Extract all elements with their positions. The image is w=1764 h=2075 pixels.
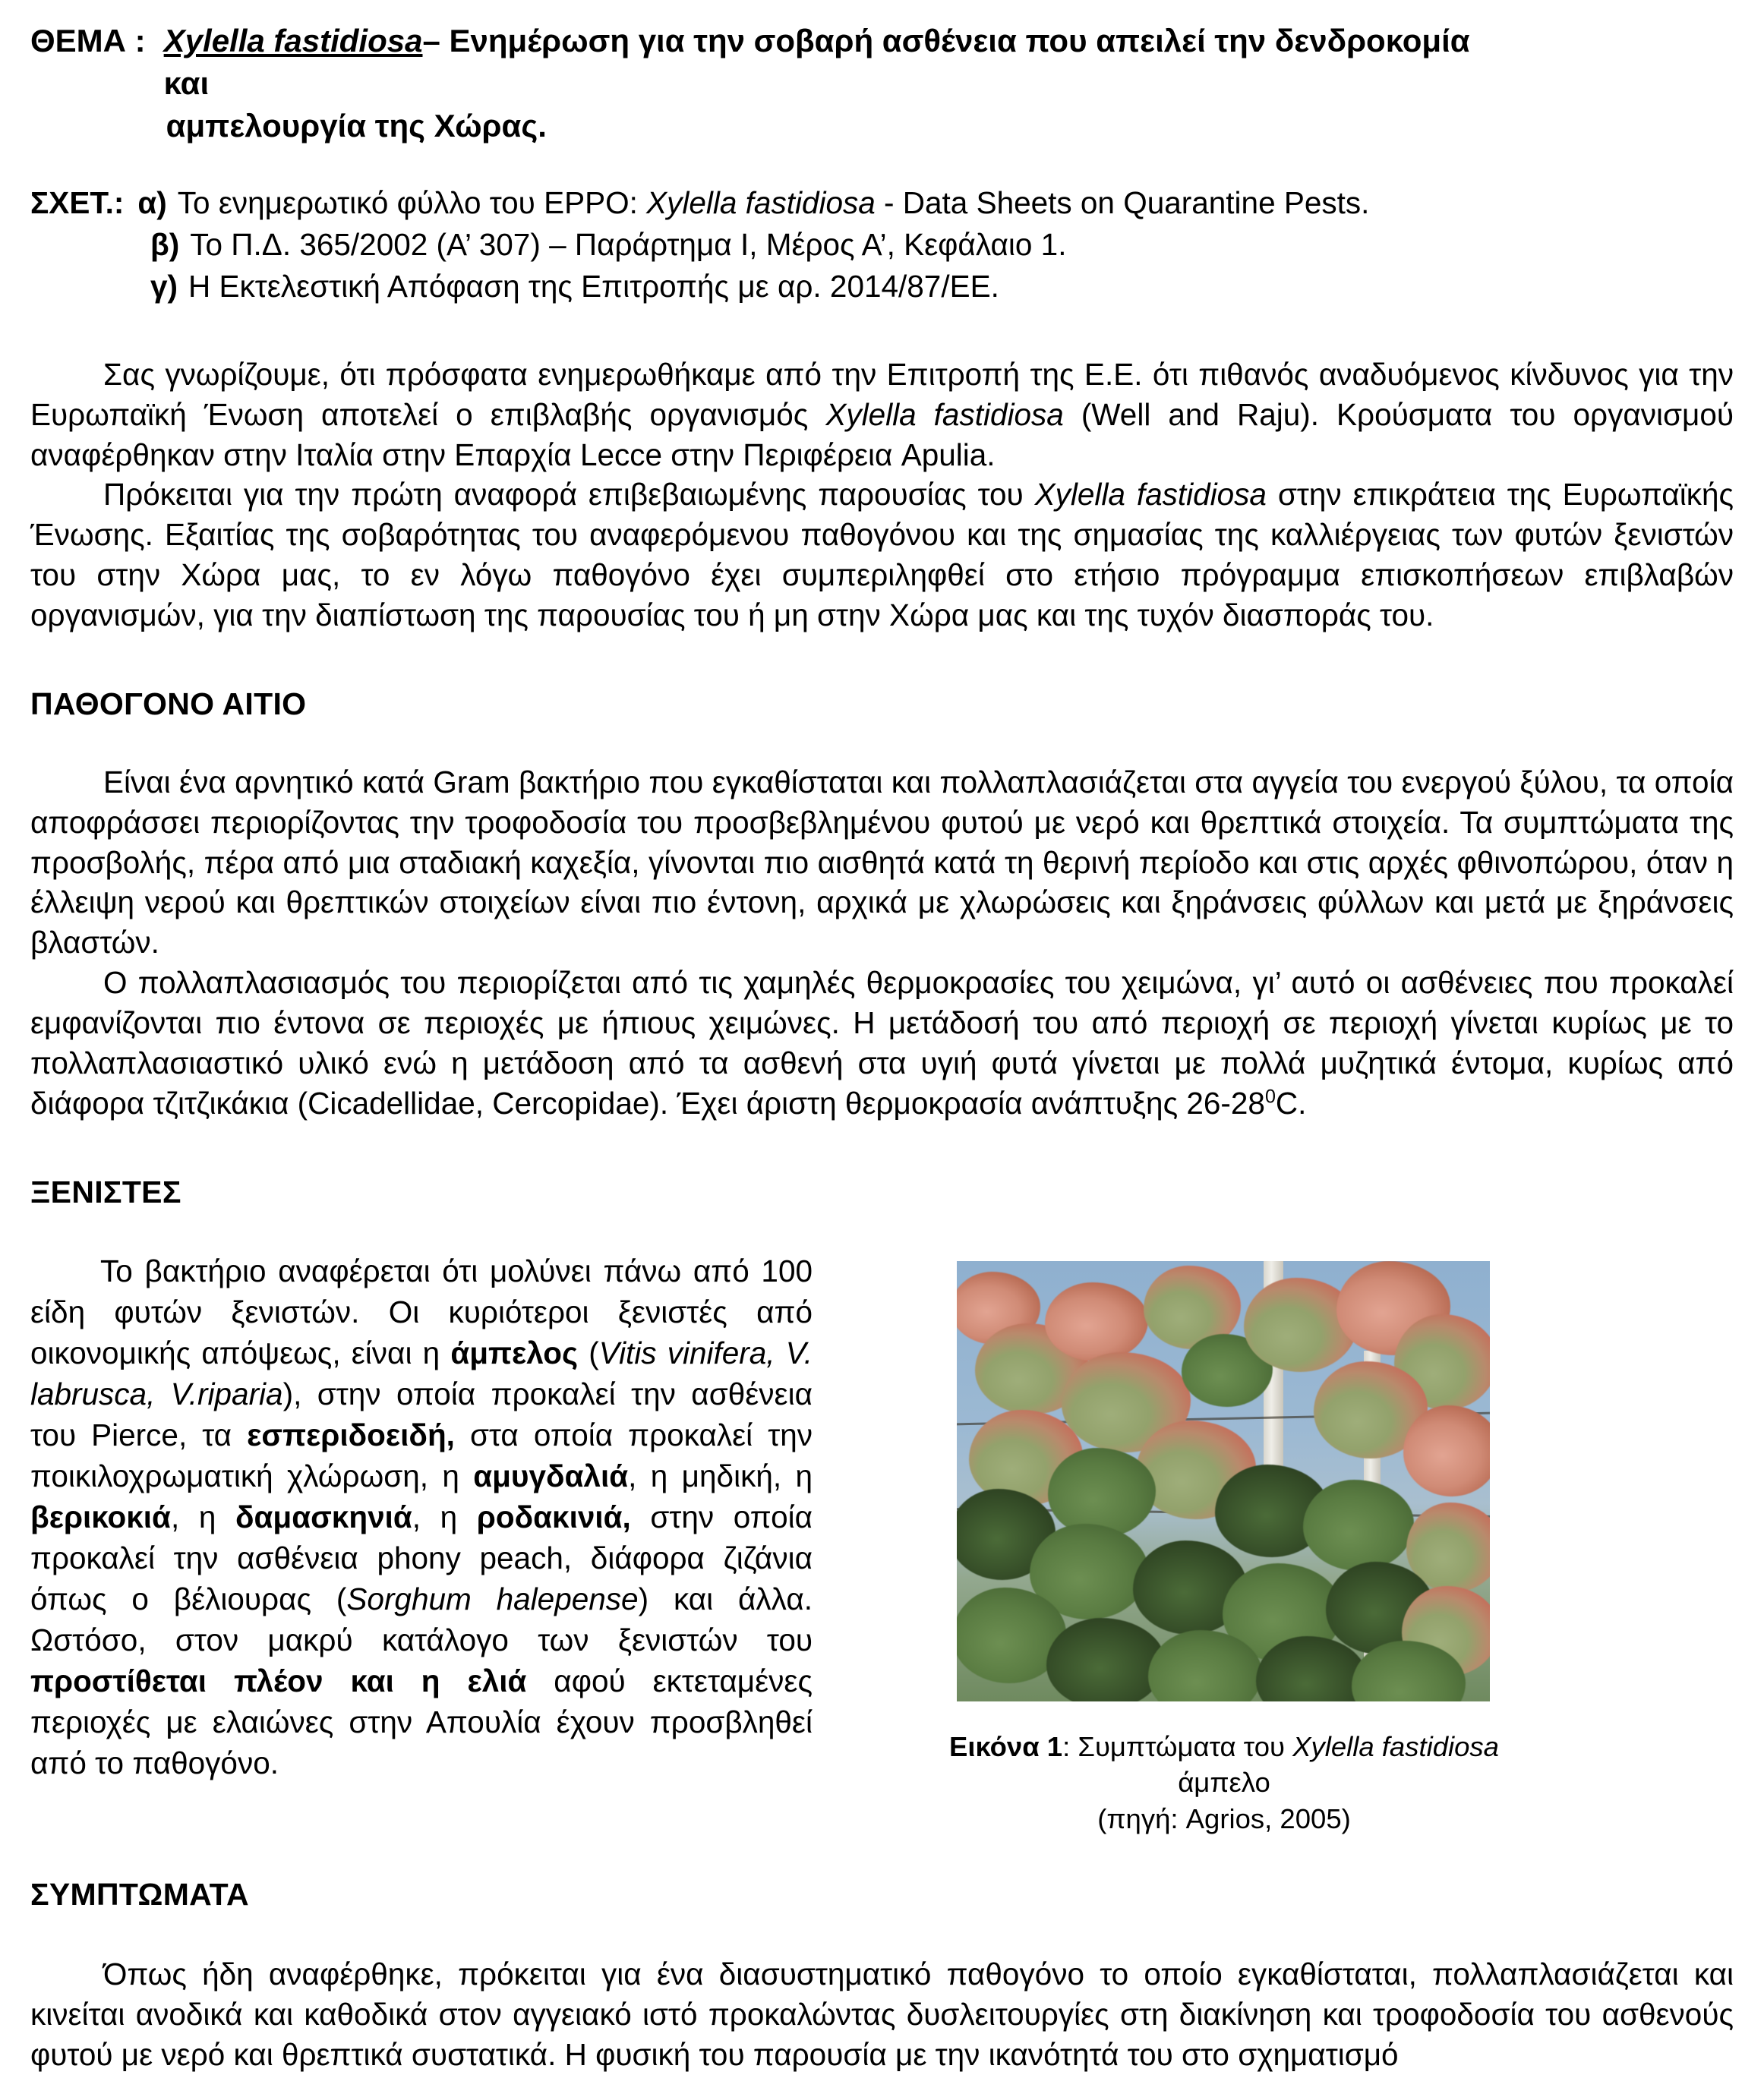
hosts-s8: στην οποία προκαλεί την ασθένεια phony peach, διάφορα ζιζάνια όπως ο βέλιουρας ( — [30, 1499, 813, 1617]
subject-label: ΘΕΜΑ : — [30, 23, 146, 58]
reference-marker-a: α) — [137, 184, 167, 220]
hosts-s9: ) και άλλα. Ωστόσο, στον μακρύ κατάλογο των ξενιστών του — [30, 1581, 813, 1658]
reference-a-species: Xylella fastidiosa — [646, 184, 876, 220]
reference-row — [30, 182, 1734, 224]
heading-pathogen-cause: ΠΑΘΟΓΟΝΟ ΑΙΤΙΟ — [30, 686, 307, 721]
spacer — [30, 1211, 813, 1250]
hosts-s10: αφού εκτεταμένες περιοχές με ελαιώνες στην Απουλία έχουν προσβληθεί από το παθογόνο. — [30, 1663, 813, 1781]
hosts-s6: , η — [170, 1499, 235, 1535]
figure-caption-label: Εικόνα 1 — [949, 1730, 1063, 1762]
spacer — [30, 1837, 1734, 1876]
intro-paragraph-2 — [30, 475, 1734, 635]
references-block — [30, 182, 1734, 307]
reference-marker-b: β) — [150, 226, 180, 262]
host-plum: δαμασκηνιά — [235, 1499, 412, 1535]
host-grapevine: άμπελος — [450, 1335, 579, 1370]
figure-caption-source: (πηγή: Agrios, 2005) — [1097, 1802, 1351, 1834]
figure-photo-grapevine — [957, 1261, 1490, 1701]
subject-species: Xylella fastidiosa — [163, 23, 423, 58]
pathogen-p2-part-a: Ο πολλαπλασιασμός του περιορίζεται από τις χαμηλές θερμοκρασίες του χειμώνα, γι’ αυτό οι ασθένειες που προκαλεί εμφανίζονται πιο έντονα σε περιοχές με ήπιους χειμώνες. Η μετάδοσή του από περιοχή σε περιοχή γίνεται κυρίως με το πολλαπλασιαστικό υλικό ενώ η μετάδοση από τα ασθενή στα υγιή φυτά γίνεται με πολλά μυζητικά έντομα, κυρίως από διάφορα τζιτζικάκια (Cicadellidae, Cercopidae). Έχει άριστη θερμοκρασία ανάπτυξης 26-28 — [30, 965, 1734, 1121]
hosts-s3: ), στην οποία προκαλεί την ασθένεια του Pierce, τα — [30, 1376, 813, 1452]
symptoms-paragraph-1: Όπως ήδη αναφέρθηκε, πρόκειται για ένα διασυστηματικό παθογόνο το οποίο εγκαθίσταται, πολλαπλασιάζεται και κινείται ανοδικά και καθοδικά στον αγγειακό ιστό προκαλώντας δυσλειτουργίες στη διακίνηση και τροφοδοσία του ασθενούς φυτού με νερό και θρεπτικά συστατικά. Η φυσική του παρουσία με την ικανότητά του στο σχηματισμό — [30, 1957, 1734, 2072]
pathogen-paragraph-2 — [30, 963, 1734, 1123]
host-apricot: βερικοκιά — [30, 1499, 171, 1535]
intro-p2-part-a: Πρόκειται για την πρώτη αναφορά επιβεβαιωμένης παρουσίας του — [103, 477, 1035, 512]
hosts-s2: ( — [578, 1335, 599, 1370]
sorghum-species: Sorghum halepense — [346, 1581, 639, 1617]
host-citrus: εσπεριδοειδή, — [247, 1417, 455, 1452]
subject-block — [30, 20, 1734, 147]
host-peach: ροδακινιά, — [476, 1499, 631, 1535]
intro-p1-species: Xylella fastidiosa — [825, 396, 1064, 432]
host-almond: αμυγδαλιά — [473, 1458, 629, 1493]
scorched-leaf — [1403, 1405, 1490, 1496]
heading-symptoms: ΣΥΜΠΤΩΜΑΤΑ — [30, 1877, 249, 1912]
hosts-s7: , η — [412, 1499, 477, 1535]
subject-line-2: αμπελουργία της Χώρας. — [166, 107, 547, 143]
reference-row — [30, 224, 1734, 266]
references-label: ΣΧΕΤ.: — [30, 184, 125, 220]
subject-rest: – Ενημέρωση για την σοβαρή ασθένεια που απειλεί την δενδροκομία και — [163, 23, 1470, 101]
reference-row — [30, 266, 1734, 307]
intro-p2-species: Xylella fastidiosa — [1034, 477, 1267, 512]
figure-column — [813, 1211, 1734, 1837]
figure-caption — [936, 1729, 1513, 1837]
reference-text-c: Η Εκτελεστική Απόφαση της Επιτροπής με αρ. 2014/87/ΕΕ. — [188, 268, 999, 304]
figure-caption-part-b: άμπελο — [1178, 1767, 1270, 1799]
pathogen-p2-part-b: C. — [1275, 1085, 1307, 1121]
green-leaf — [1303, 1480, 1414, 1571]
spacer — [30, 723, 1734, 762]
intro-p1-part-b: (Well and Raju). Κρούσματα του οργανισμού αναφέρθηκαν στην Ιταλία στην Επαρχία Lecce στην Περιφέρεια Apulia. — [30, 396, 1734, 472]
reference-a-after: - Data Sheets on Quarantine Pests. — [875, 184, 1370, 220]
hosts-text-column — [30, 1211, 813, 1784]
symptoms-block — [30, 1954, 1734, 2075]
reference-marker-c: γ) — [150, 268, 178, 304]
hosts-s4: στα οποία προκαλεί την ποικιλοχρωματική χλώρωση, η — [30, 1417, 813, 1493]
hosts-and-figure-row — [30, 1211, 1734, 1837]
intro-paragraph-1 — [30, 355, 1734, 475]
figure-caption-species: Xylella fastidiosa — [1292, 1730, 1499, 1762]
introduction-block — [30, 355, 1734, 635]
degree-superscript: 0 — [1264, 1086, 1276, 1108]
heading-hosts: ΞΕΝΙΣΤΕΣ — [30, 1174, 181, 1209]
figure-caption-part-a: : Συμπτώματα του — [1062, 1730, 1293, 1762]
vitis-species-list: Vitis vinifera, V. labrusca, V.riparia — [30, 1335, 813, 1411]
hosts-s5: , η μηδική, η — [628, 1458, 813, 1493]
pathogen-paragraph-1: Είναι ένα αρνητικό κατά Gram βακτήριο που εγκαθίσταται και πολλαπλασιάζεται στα αγγεία του ενεργού ξύλου, τα οποία αποφράσσει περιορίζοντας την τροφοδοσία του προσβεβλημένου φυτού με νερό και θρεπτικά στοιχεία. Τα συμπτώματα της προσβολής, πέρα από μια σταδιακή καχεξία, γίνονται πιο αισθητά κατά τη θερινή περίοδο και στις αρχές φθινοπώρου, όταν η έλλειψη νερού και θρεπτικών στοιχείων είναι πιο έντονη, αρχικά με χλωρώσεις και ξηράνσεις φύλλων και μετά με ξηράνσεις βλαστών. — [30, 764, 1734, 960]
hosts-s1: Το βακτήριο αναφέρεται ότι μολύνει πάνω από 100 είδη φυτών ξενιστών. Οι κυριότεροι ξενιστές από οικονομικής απόψεως, είναι η — [30, 1253, 813, 1370]
reference-text-b: Το Π.Δ. 365/2002 (Α’ 307) – Παράρτημα Ι, Μέρος Α’, Κεφάλαιο 1. — [190, 226, 1067, 262]
host-olive-highlight: προστίθεται πλέον και η ελιά — [30, 1663, 527, 1699]
reference-text-a — [178, 182, 1734, 224]
intro-p2-part-b: στην επικράτεια της Ευρωπαϊκής Ένωσης. Εξαιτίας της σοβαρότητας του αναφερόμενου παθογόνου και της σημασίας της καλλιέργειας των φυτών ξενιστών του στην Χώρα μας, το εν λόγω παθογόνο έχει συμπεριληφθεί στο ετήσιο πρόγραμμα επισκοπήσεων επιβλαβών οργανισμών, για την διαπίστωση της παρουσίας του ή μη στην Χώρα μας και της τυχόν διασποράς του. — [30, 477, 1734, 632]
scorched-leaf — [1045, 1282, 1148, 1361]
subject-text — [164, 20, 1516, 147]
intro-p1-part-a: Σας γνωρίζουμε, ότι πρόσφατα ενημερωθήκαμε από την Επιτροπή της Ε.Ε. ότι πιθανός αναδυόμενος κίνδυνος για την Ευρωπαϊκή Ένωση αποτελεί ο επιβλαβής οργανισμός — [30, 356, 1734, 432]
hosts-paragraph — [30, 1250, 813, 1784]
green-leaf — [1048, 1448, 1156, 1537]
spacer — [30, 1124, 1734, 1174]
spacer — [30, 635, 1734, 686]
reference-a-before: Το ενημερωτικό φύλλο του EPPO: — [177, 184, 647, 220]
